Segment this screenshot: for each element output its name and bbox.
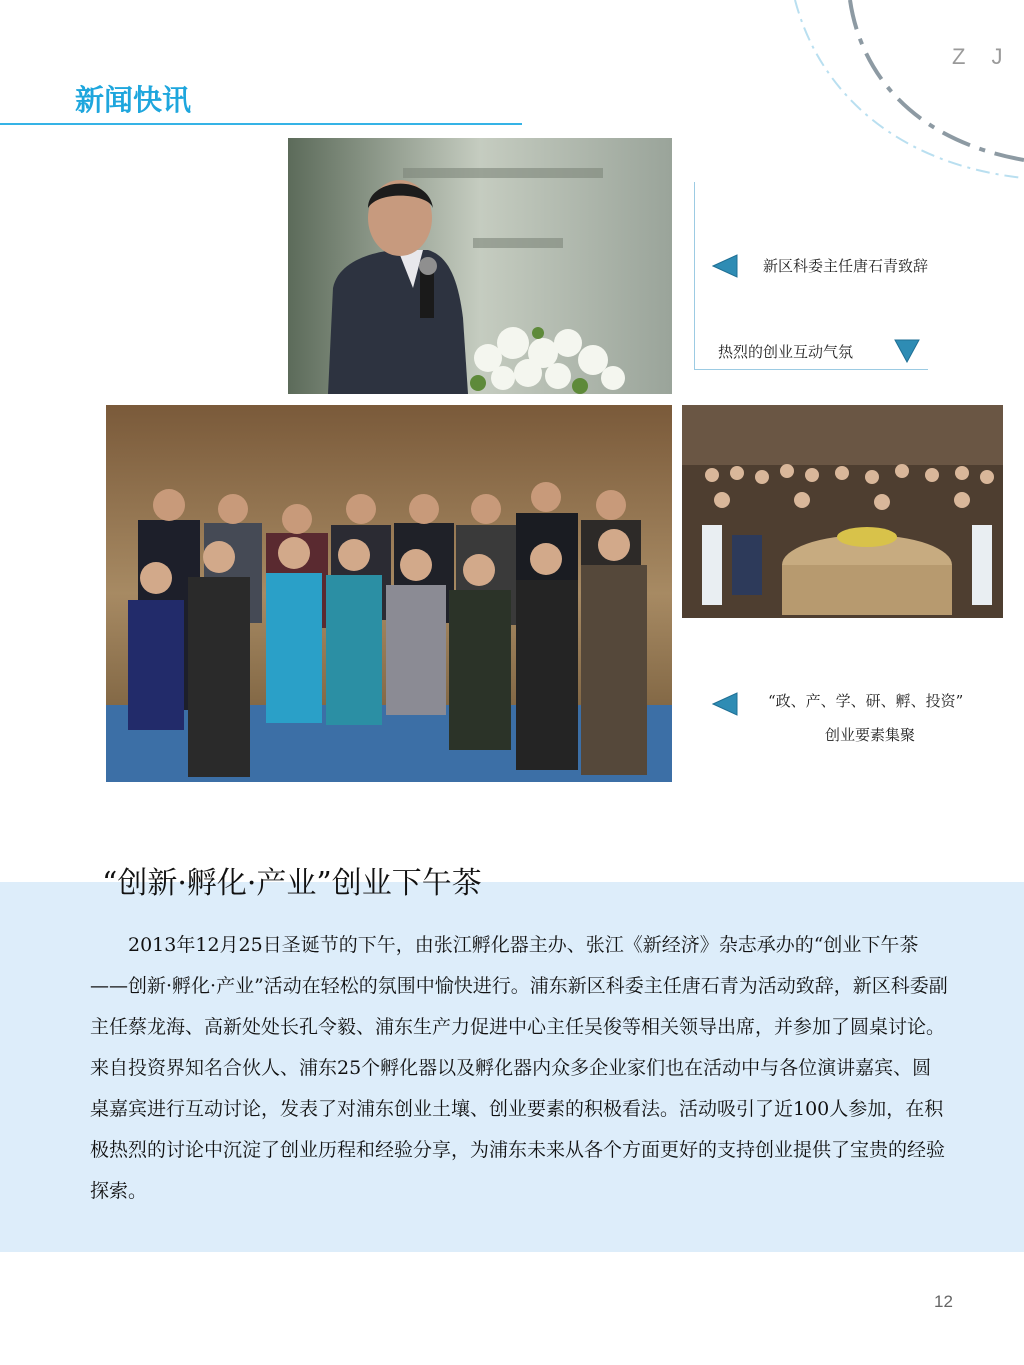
caption-speech: 新区科委主任唐石青致辞 <box>763 257 929 275</box>
arrow-down-icon <box>894 339 920 363</box>
arrow-left-icon <box>712 254 738 278</box>
caption-frame-horizontal <box>694 369 928 370</box>
speaker-photo <box>288 138 672 394</box>
article-title: “创新·孵化·产业”创业下午茶 <box>102 866 482 901</box>
page-number: 12 <box>934 1292 953 1311</box>
arrow-left-icon <box>712 692 738 716</box>
section-title-underline <box>0 123 522 125</box>
section-title: 新闻快讯 <box>75 83 192 117</box>
brand-mark: Z J <box>952 44 1013 69</box>
caption-elements-line1: “政、产、学、研、孵、投资” <box>768 692 964 710</box>
group-photo <box>106 405 672 782</box>
caption-frame-vertical <box>694 182 695 370</box>
article-paragraph: 2013年12月25日圣诞节的下午，由张江孵化器主办、张江《新经济》杂志承办的“创业下午茶——创新·孵化·产业”活动在轻松的氛围中愉快进行。浦东新区科委主任唐石青为活动致辞，新区科委副主任蔡龙海、高新处处长孔令毅、浦东生产力促进中心主任吴俊等相关领导出席，并参加了圆桌讨论。来自投资界知名合伙人、浦东25个孵化器以及孵化器内众多企业家们也在活动中与各位演讲嘉宾、圆桌嘉宾进行互动讨论，发表了对浦东创业土壤、创业要素的积极看法。活动吸引了近100人参加，在积极热烈的讨论中沉淀了创业历程和经验分享，为浦东未来从各个方面更好的支持创业提供了宝贵的经验探索。 <box>90 934 948 1202</box>
roundtable-photo <box>682 405 1003 618</box>
caption-atmosphere: 热烈的创业互动气氛 <box>718 343 854 361</box>
article-body <box>90 925 950 1212</box>
caption-elements-line2: 创业要素集聚 <box>825 726 916 744</box>
